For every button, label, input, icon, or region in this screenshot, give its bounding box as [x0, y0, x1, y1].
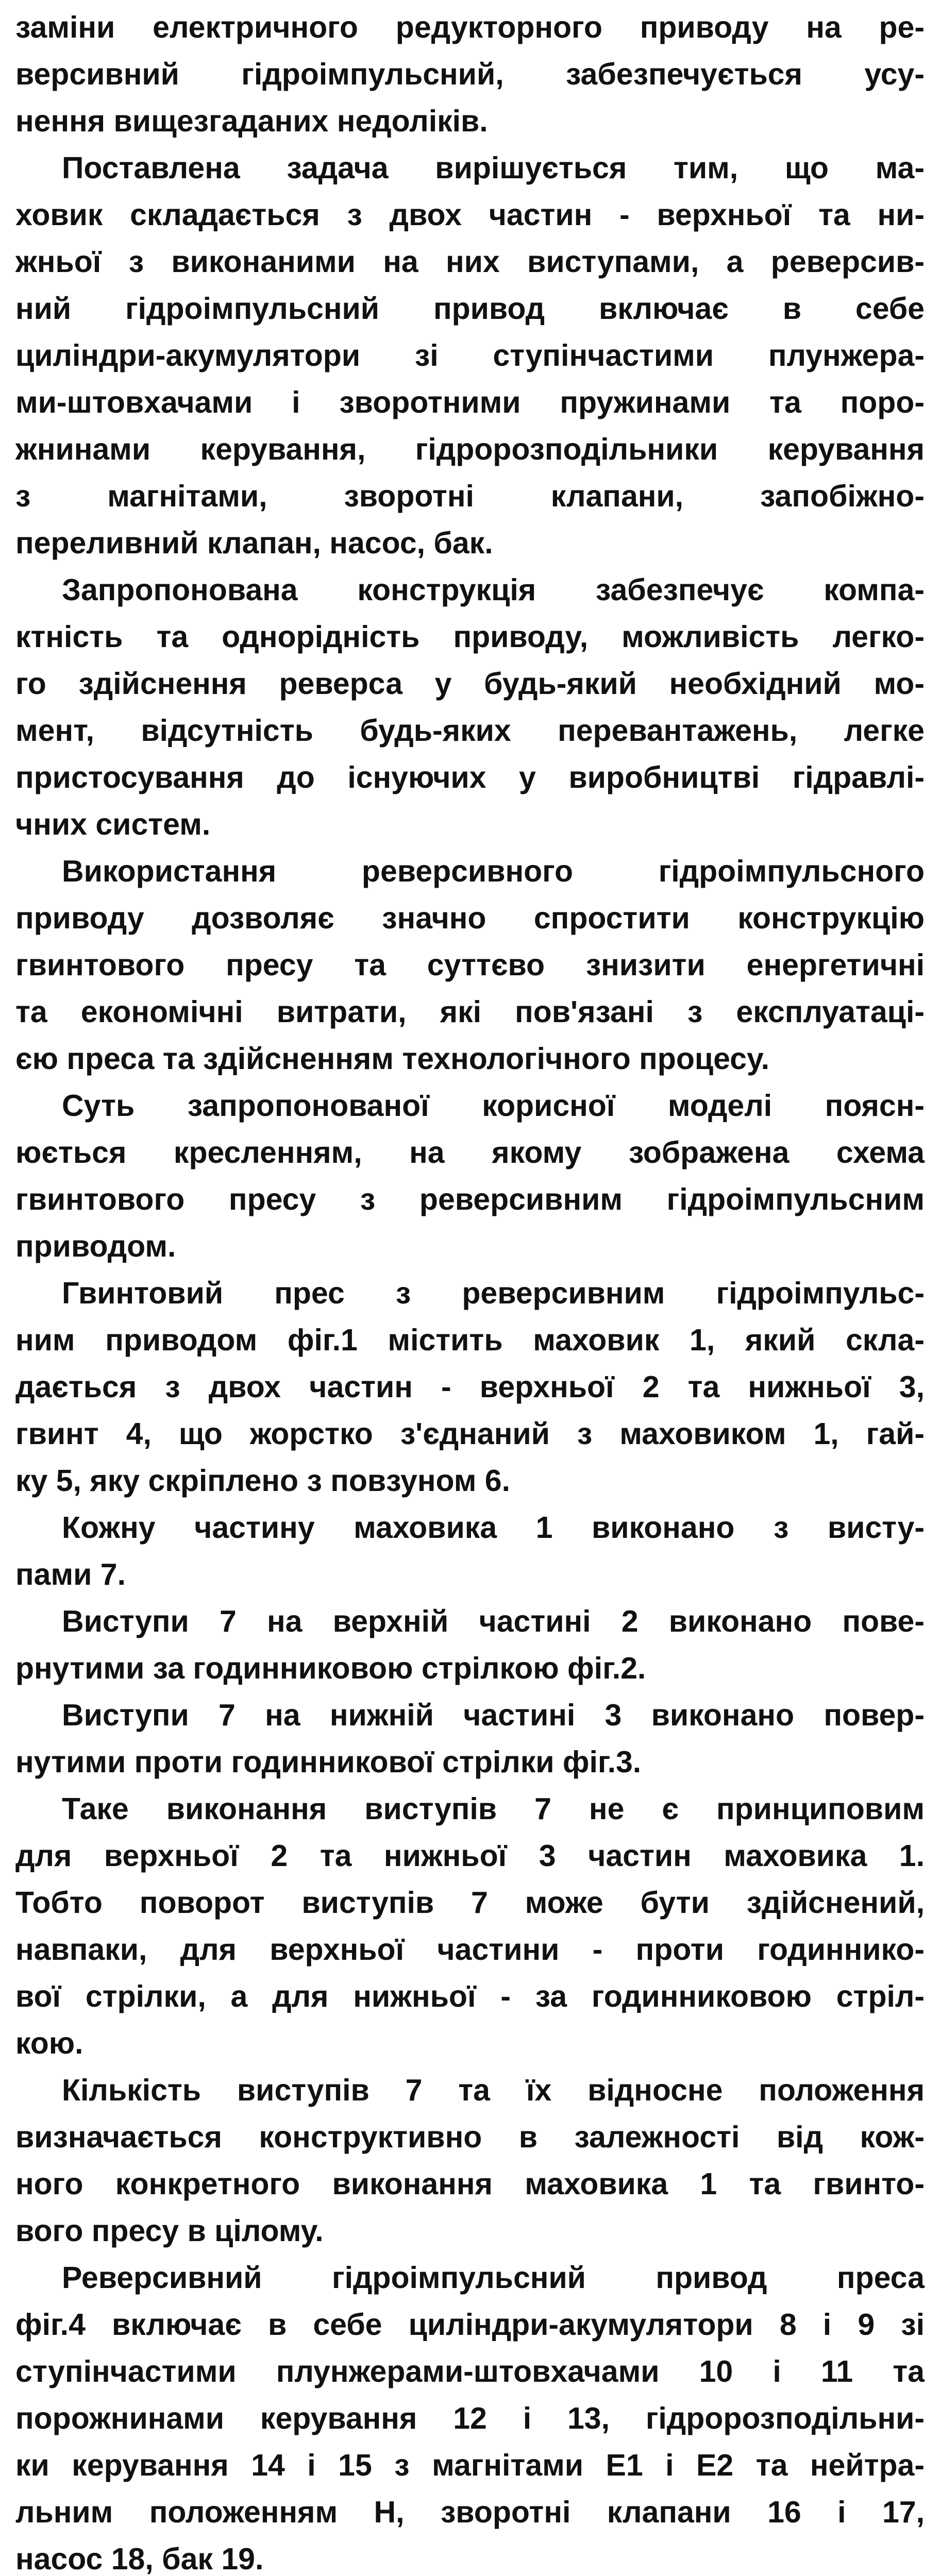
text-line: насос 18, бак 19. [15, 2542, 264, 2576]
text-line: версивний гідроімпульсний, забезпечується усу- [15, 57, 925, 91]
text-line: вої стрілки, а для нижньої - за годинниковою стріл- [15, 1979, 925, 2013]
text-line: гвинтового пресу з реверсивним гідроімпульсним [15, 1182, 925, 1216]
text-line: го здійснення реверса у будь-який необхідний мо- [15, 667, 925, 701]
text-line: Поставлена задача вирішується тим, що ма- [62, 151, 925, 185]
paragraph [15, 2255, 925, 2576]
text-line: ки керування 14 і 15 з магнітами Е1 і Е2 та нейтра- [15, 2448, 925, 2482]
text-line: Кількість виступів 7 та їх відносне положення [62, 2073, 925, 2107]
text-line: Виступи 7 на верхній частині 2 виконано пове- [62, 1604, 925, 1638]
text-line: Кожну частину маховика 1 виконано з висту- [62, 1511, 925, 1545]
text-line: ним приводом фіг.1 містить маховик 1, який скла- [15, 1323, 925, 1357]
text-line: ного конкретного виконання маховика 1 та гвинто- [15, 2167, 925, 2201]
text-line: циліндри-акумулятори зі ступінчастими плунжера- [15, 338, 925, 372]
paragraph [15, 1598, 925, 1692]
text-line: Використання реверсивного гідроімпульсного [62, 854, 925, 888]
text-line: пристосування до існуючих у виробництві гідравлі- [15, 760, 925, 794]
paragraph [15, 1786, 925, 2067]
text-line: навпаки, для верхньої частини - проти годиннико- [15, 1933, 925, 1967]
paragraph [15, 145, 925, 567]
text-line: юється кресленням, на якому зображена схема [15, 1136, 925, 1170]
text-line: дається з двох частин - верхньої 2 та нижньої 3, [15, 1370, 925, 1404]
text-line: приводом. [15, 1229, 176, 1263]
text-line: Реверсивний гідроімпульсний привод преса [62, 2261, 925, 2295]
text-line: заміни електричного редукторного приводу на ре- [15, 10, 925, 44]
text-line: нутими проти годинникової стрілки фіг.3. [15, 1745, 642, 1779]
text-line: порожнинами керування 12 і 13, гідророзподільни- [15, 2401, 925, 2435]
text-line: мент, відсутність будь-яких перевантажень, легке [15, 714, 925, 748]
paragraph [15, 567, 925, 848]
text-line: жньої з виконаними на них виступами, а реверсив- [15, 245, 925, 279]
paragraph [15, 1692, 925, 1786]
paragraph [15, 2067, 925, 2255]
paragraph [15, 1082, 925, 1270]
text-line: єю преса та здійсненням технологічного процесу. [15, 1042, 770, 1076]
text-line: ступінчастими плунжерами-штовхачами 10 і 11 та [15, 2354, 925, 2388]
text-line: для верхньої 2 та нижньої 3 частин маховика 1. [15, 1839, 925, 1873]
text-line: льним положенням Н, зворотні клапани 16 і 17, [15, 2495, 925, 2529]
text-line: ми-штовхачами і зворотними пружинами та поро- [15, 385, 925, 419]
text-line: з магнітами, зворотні клапани, запобіжно- [15, 479, 925, 513]
text-line: жнинами керування, гідророзподільники керування [15, 432, 925, 466]
text-line: кою. [15, 2026, 83, 2060]
text-line: ний гідроімпульсний привод включає в себе [15, 292, 925, 326]
text-line: ховик складається з двох частин - верхньої та ни- [15, 198, 925, 232]
text-line: Таке виконання виступів 7 не є принциповим [62, 1792, 925, 1826]
text-line: та економічні витрати, які пов'язані з експлуатаці- [15, 995, 925, 1029]
text-line: гвинт 4, що жорстко з'єднаний з маховиком 1, гай- [15, 1417, 925, 1451]
text-line: Виступи 7 на нижній частині 3 виконано повер- [62, 1698, 925, 1732]
paragraph [15, 1504, 925, 1598]
text-line: Суть запропонованої корисної моделі поясн- [62, 1089, 925, 1123]
text-line: переливний клапан, насос, бак. [15, 526, 493, 560]
text-line: гвинтового пресу та суттєво знизити енергетичні [15, 948, 925, 982]
paragraph [15, 848, 925, 1082]
text-line: вого пресу в цілому. [15, 2214, 324, 2248]
text-line: чних систем. [15, 807, 211, 841]
text-line: визначається конструктивно в залежності від кож- [15, 2120, 925, 2154]
text-line: ку 5, яку скріплено з повзуном 6. [15, 1464, 510, 1498]
text-line: пами 7. [15, 1557, 126, 1591]
text-line: рнутими за годинниковою стрілкою фіг.2. [15, 1651, 646, 1685]
text-line: ктність та однорідність приводу, можливість легко- [15, 620, 925, 654]
text-line: Гвинтовий прес з реверсивним гідроімпульс- [62, 1276, 925, 1310]
text-line: Тобто поворот виступів 7 може бути здійснений, [15, 1886, 925, 1920]
text-line: приводу дозволяє значно спростити конструкцію [15, 901, 925, 935]
text-line: фіг.4 включає в себе циліндри-акумулятори 8 і 9 зі [15, 2308, 925, 2342]
paragraph [15, 4, 925, 145]
text-line: Запропонована конструкція забезпечує компа- [62, 573, 925, 607]
text-line: нення вищезгаданих недоліків. [15, 104, 488, 138]
paragraph [15, 1270, 925, 1504]
